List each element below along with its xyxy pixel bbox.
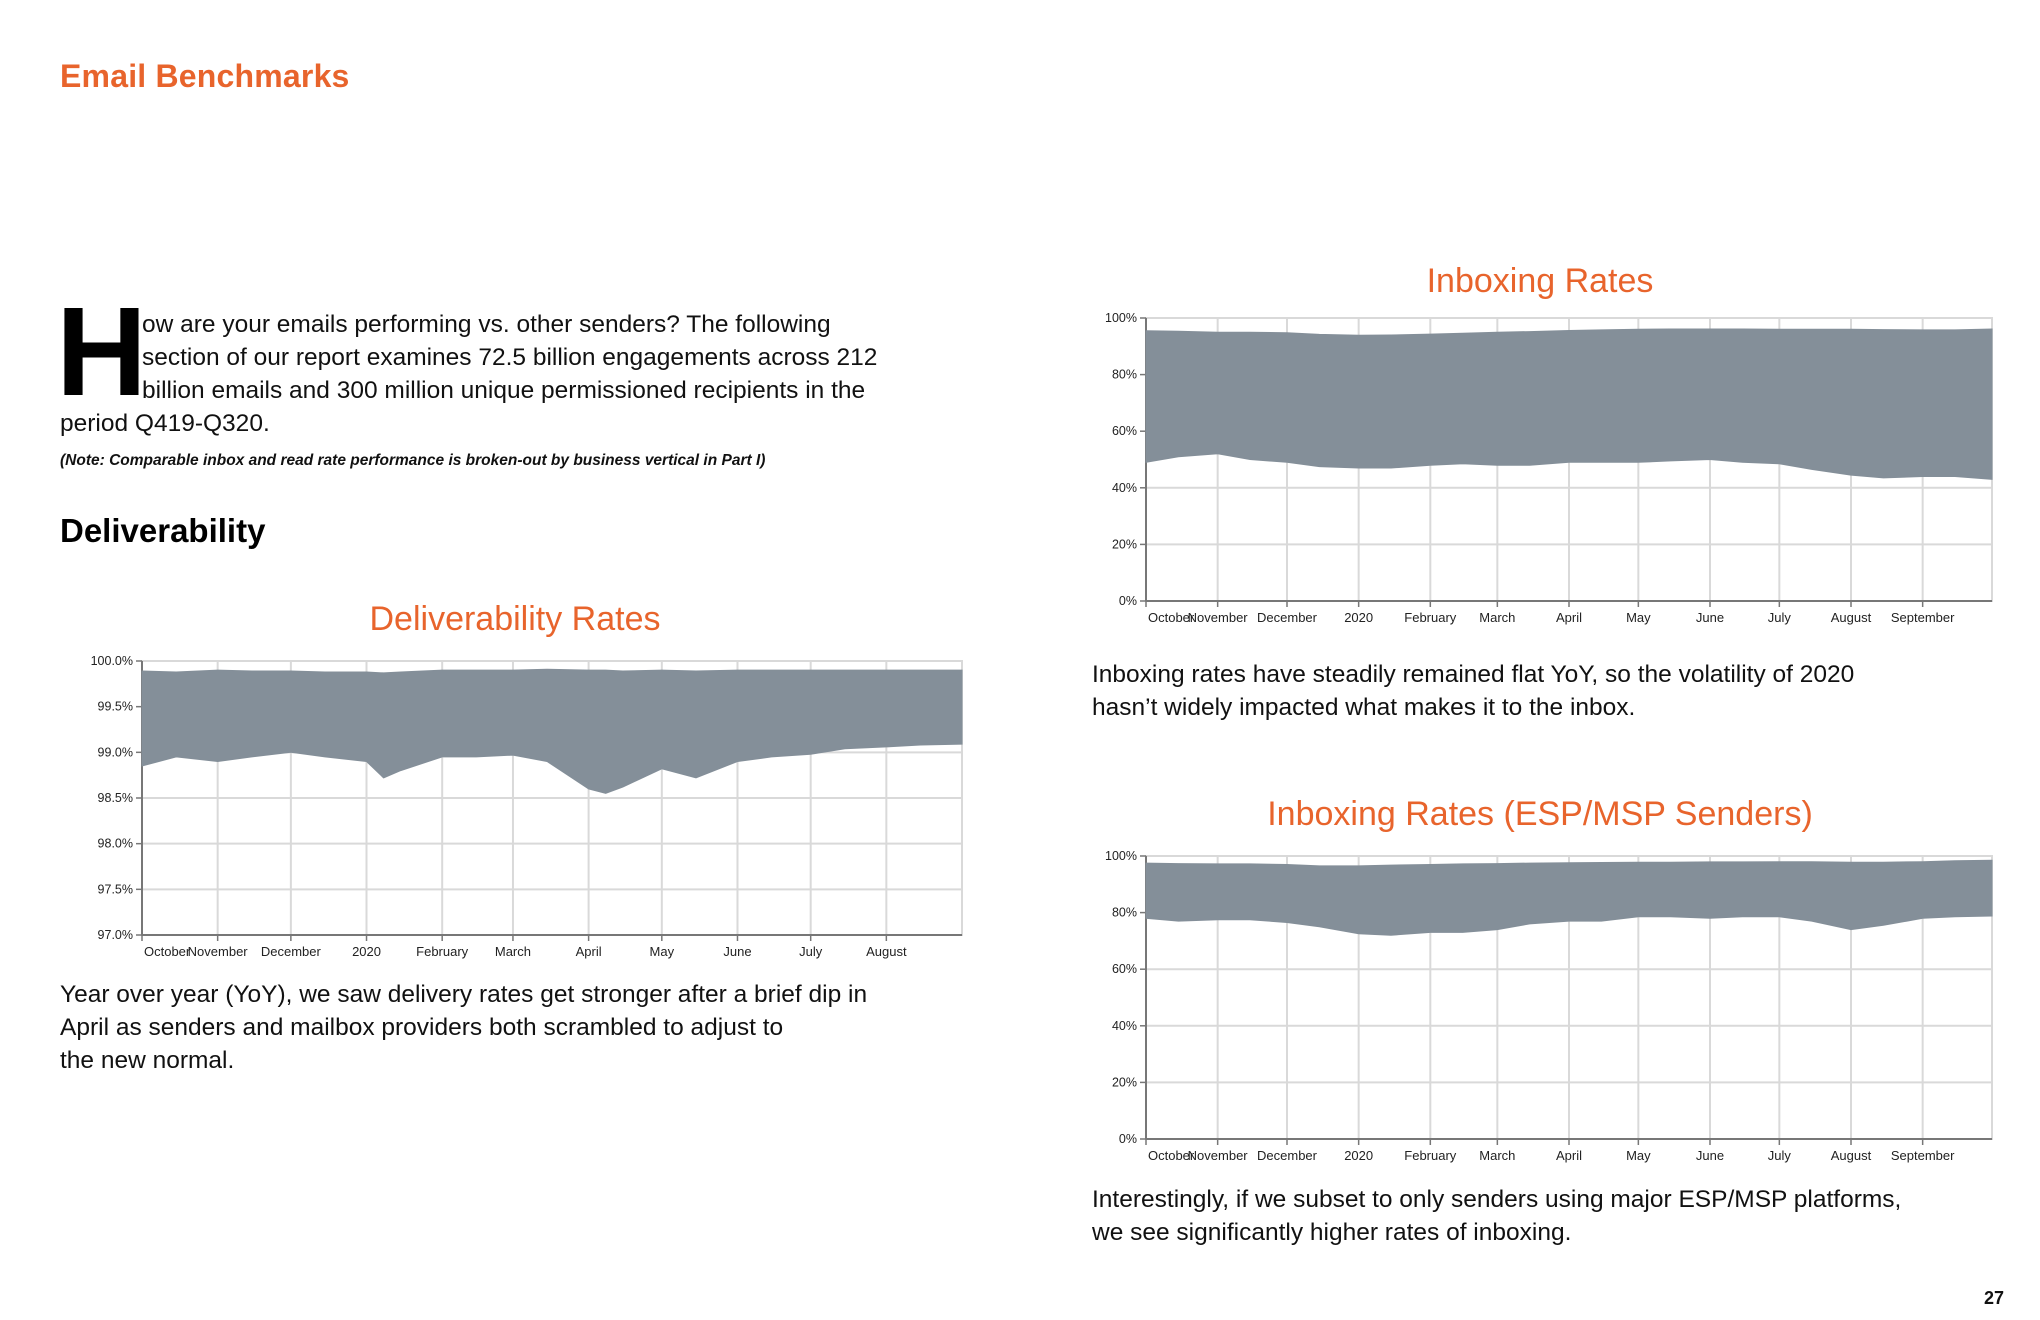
- x-tick-label: May: [649, 944, 675, 959]
- deliverability-line-2: April as senders and mailbox providers both scrambled to adjust to: [60, 1014, 784, 1041]
- x-tick-label: June: [723, 944, 752, 959]
- x-tick-label: February: [1404, 1148, 1457, 1163]
- x-tick-label: August: [866, 944, 907, 959]
- x-tick-label: November: [187, 944, 248, 959]
- x-tick-label: October: [1148, 610, 1195, 625]
- deliverability-line-1: Year over year (YoY), we saw delivery rates get stronger after a brief dip in: [60, 981, 868, 1008]
- y-tick-label: 98.5%: [97, 791, 133, 805]
- x-tick-label: October: [144, 944, 191, 959]
- x-tick-label: April: [1555, 610, 1583, 625]
- y-tick-label: 40%: [1111, 480, 1137, 495]
- x-tick-label: March: [494, 944, 532, 959]
- x-tick-label: October: [1148, 1148, 1195, 1163]
- x-tick-label: December: [260, 944, 321, 959]
- x-tick-label: March: [1479, 1148, 1516, 1163]
- y-tick-label: 97.0%: [97, 928, 133, 942]
- x-tick-label: April: [1555, 1148, 1583, 1163]
- x-tick-label: April: [575, 944, 602, 959]
- y-tick-label: 80%: [1111, 367, 1137, 382]
- y-tick-label: 40%: [1111, 1018, 1137, 1033]
- inboxing-line-2: hasn’t widely impacted what makes it to the inbox.: [1092, 694, 1636, 721]
- esp-line-2: we see significantly higher rates of inboxing.: [1092, 1219, 1572, 1246]
- esp-line-1: Interestingly, if we subset to only senders using major ESP/MSP platforms,: [1092, 1186, 1902, 1213]
- x-tick-label: 2020: [1344, 1148, 1374, 1163]
- y-tick-label: 100.0%: [90, 654, 133, 668]
- section-title: Email Benchmarks: [60, 58, 350, 94]
- x-tick-label: February: [1404, 610, 1457, 625]
- x-tick-label: 2020: [1344, 610, 1374, 625]
- y-tick-label: 100%: [1105, 849, 1137, 863]
- y-tick-label: 97.5%: [97, 882, 133, 897]
- x-tick-label: November: [1187, 1148, 1248, 1163]
- x-tick-label: November: [1187, 610, 1248, 625]
- x-tick-label: July: [799, 944, 823, 959]
- inboxing-esp-chart-title: Inboxing Rates (ESP/MSP Senders): [1267, 795, 1813, 833]
- y-tick-label: 99.0%: [97, 745, 133, 760]
- y-tick-label: 60%: [1111, 962, 1137, 977]
- intro-line-2: section of our report examines 72.5 billion engagements across 212: [142, 344, 878, 371]
- y-tick-label: 60%: [1111, 424, 1137, 439]
- inboxing-line-1: Inboxing rates have steadily remained flat YoY, so the volatility of 2020: [1092, 661, 1855, 688]
- intro-line-1: ow are your emails performing vs. other senders? The following: [142, 311, 831, 338]
- x-tick-label: July: [1767, 610, 1791, 625]
- x-tick-label: December: [1257, 610, 1317, 625]
- y-tick-label: 0%: [1118, 1132, 1137, 1146]
- y-tick-label: 20%: [1111, 1075, 1137, 1090]
- page-number: 27: [1983, 1288, 2004, 1308]
- y-tick-label: 98.0%: [97, 836, 133, 851]
- x-tick-label: May: [1626, 1148, 1651, 1163]
- deliverability-chart-title: Deliverability Rates: [369, 600, 661, 638]
- y-tick-label: 20%: [1111, 537, 1137, 552]
- x-tick-label: 2020: [352, 944, 381, 959]
- note-text: (Note: Comparable inbox and read rate performance is broken-out by business vertical in Part I): [60, 452, 766, 469]
- x-tick-label: December: [1257, 1148, 1317, 1163]
- deliverability-line-3: the new normal.: [60, 1047, 235, 1074]
- x-tick-label: March: [1479, 610, 1516, 625]
- x-tick-label: June: [1695, 1148, 1725, 1163]
- y-tick-label: 99.5%: [97, 699, 133, 714]
- y-tick-label: 80%: [1111, 905, 1137, 920]
- plot-area: [1105, 849, 1992, 1163]
- y-tick-label: 0%: [1118, 594, 1137, 608]
- x-tick-label: August: [1830, 1148, 1872, 1163]
- x-tick-label: September: [1890, 1148, 1955, 1163]
- x-tick-label: June: [1695, 610, 1725, 625]
- x-tick-label: July: [1767, 1148, 1791, 1163]
- intro-line-4: period Q419-Q320.: [60, 410, 270, 437]
- drop-cap: H: [56, 281, 147, 422]
- y-tick-label: 100%: [1105, 311, 1137, 325]
- inboxing-chart-title: Inboxing Rates: [1426, 262, 1654, 300]
- deliverability-heading: Deliverability: [60, 512, 266, 549]
- x-tick-label: September: [1890, 610, 1955, 625]
- x-tick-label: May: [1626, 610, 1651, 625]
- esp-description: [1092, 1183, 2012, 1249]
- x-tick-label: February: [416, 944, 469, 959]
- intro-line-3: billion emails and 300 million unique permissioned recipients in the: [142, 377, 866, 404]
- x-tick-label: August: [1830, 610, 1872, 625]
